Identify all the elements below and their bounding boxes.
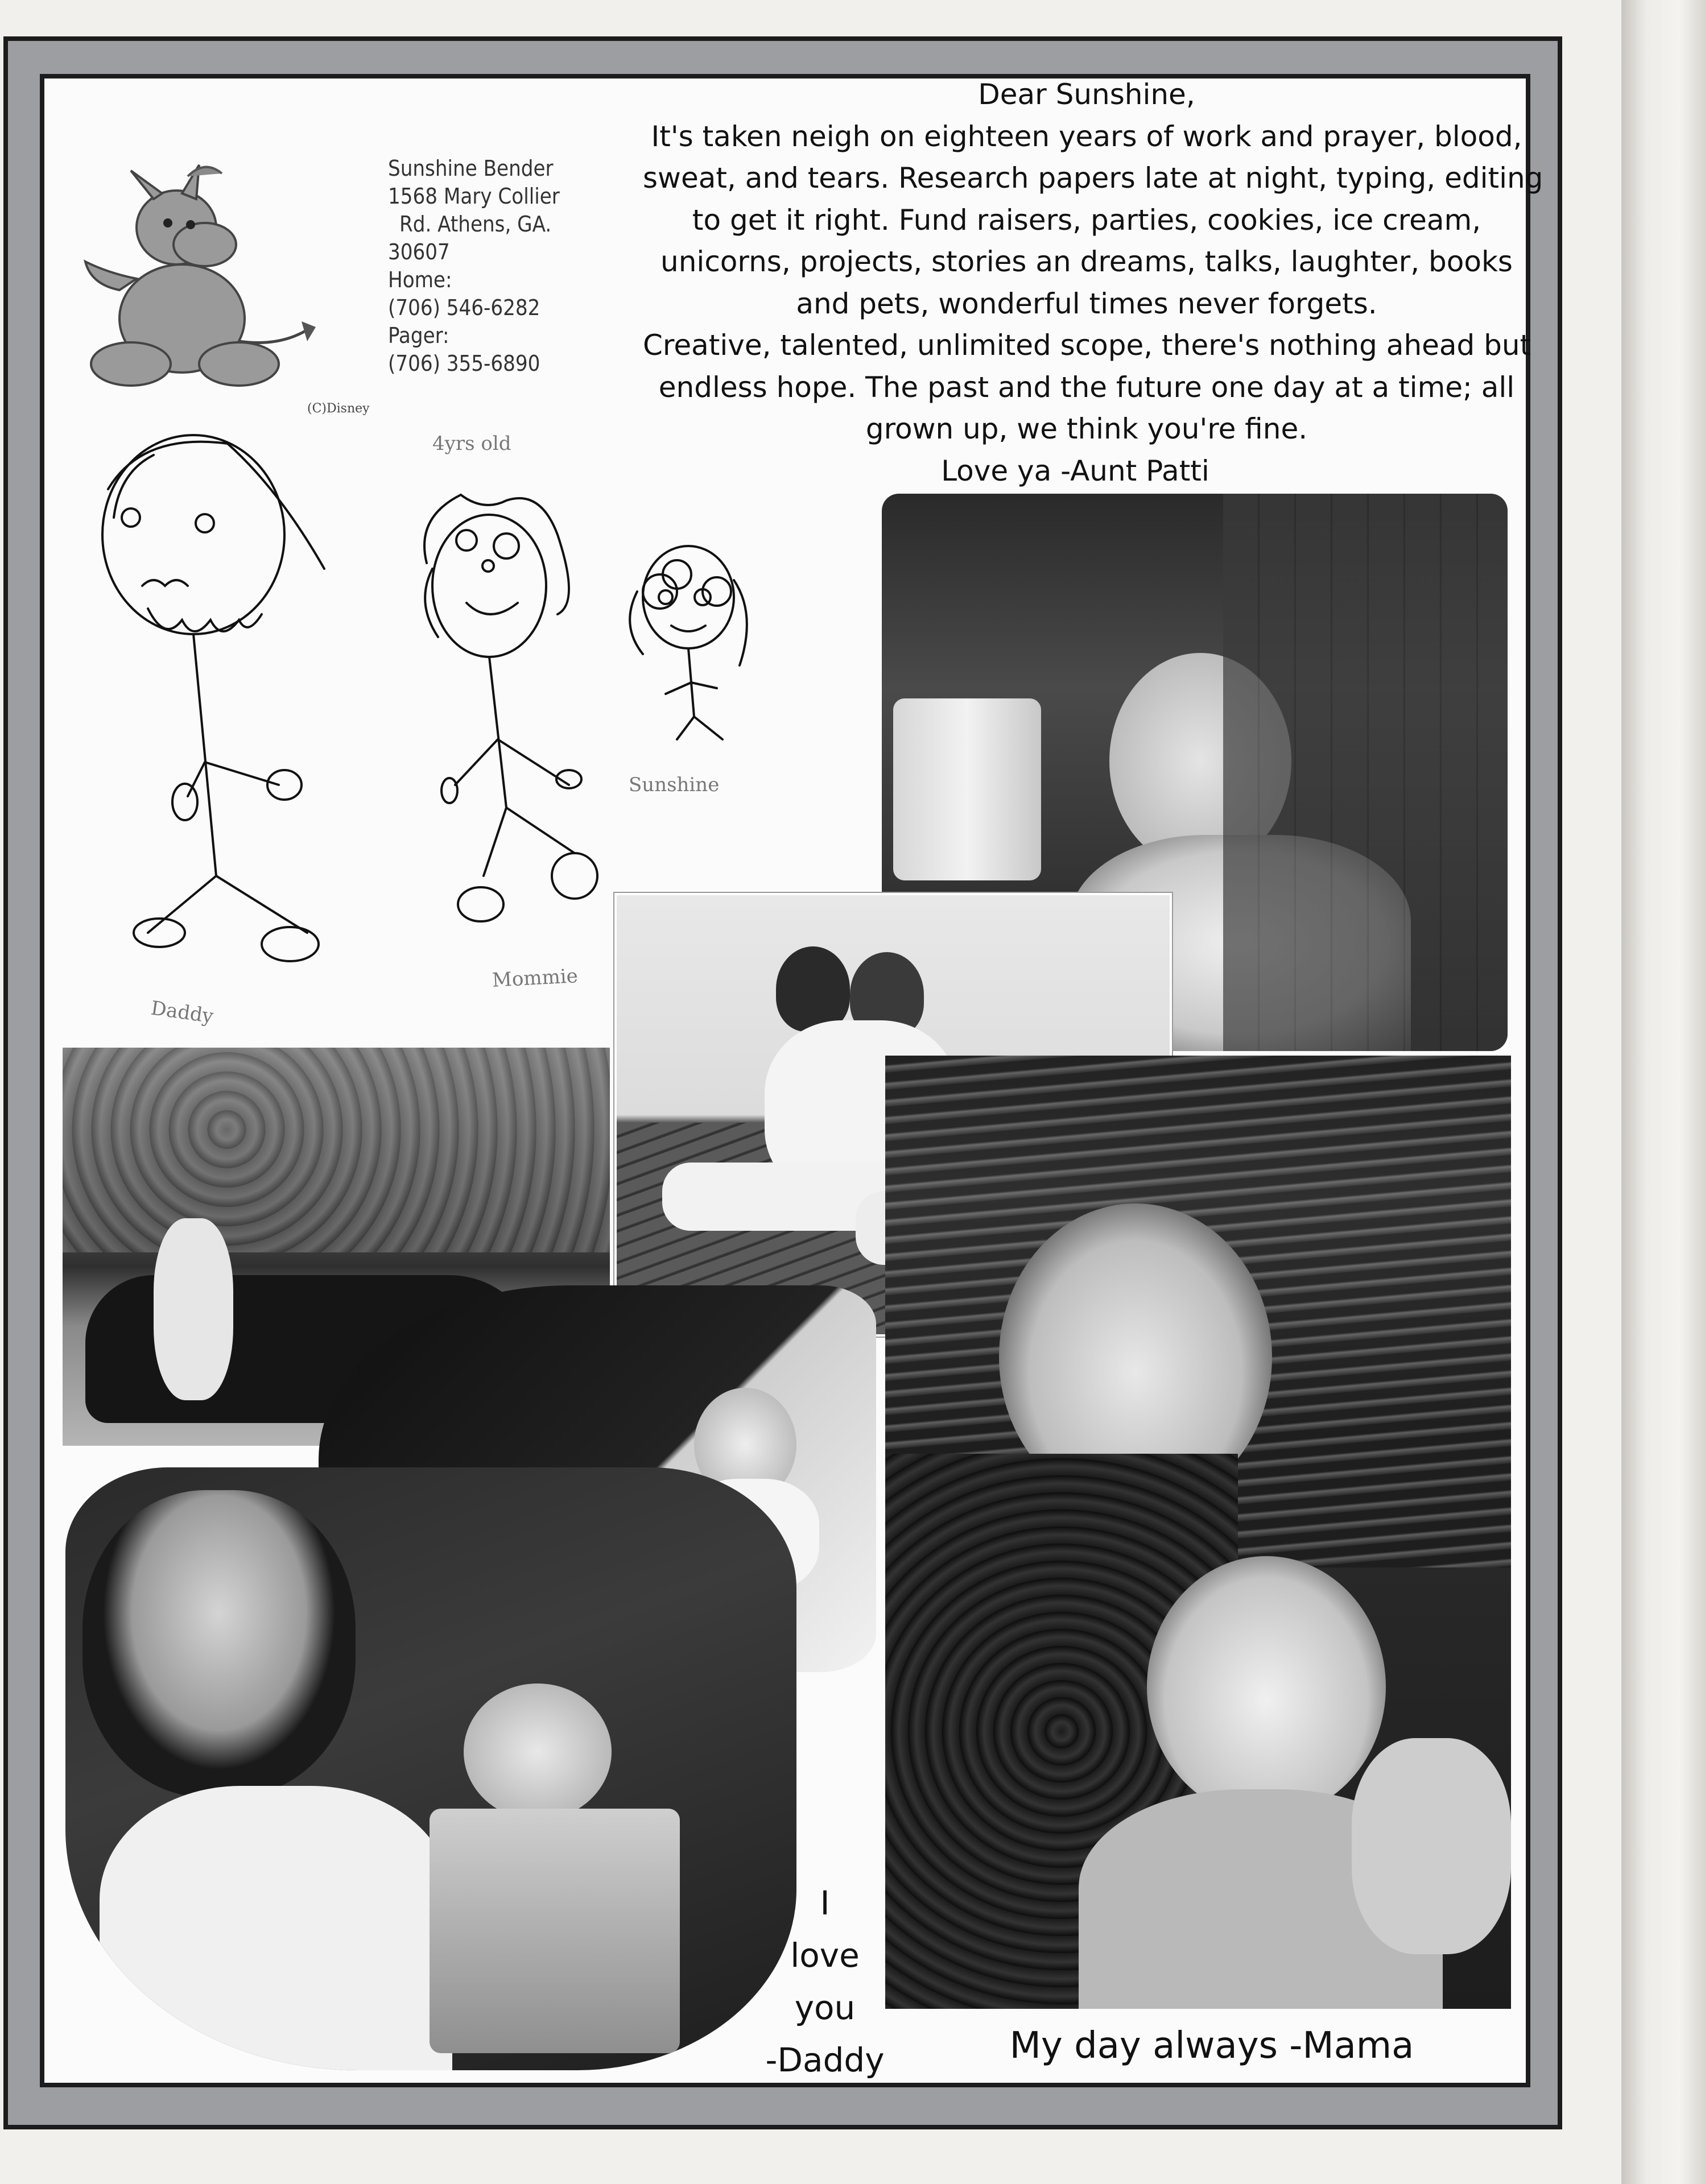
daddy-caption-line: -Daddy [765,2041,885,2079]
pager-label: Pager: [388,323,449,348]
page-edge [1621,0,1705,2184]
letter-line: to get it right. Fund raisers, parties, cookies, ice cream, [692,203,1481,237]
daddy-caption [745,1877,905,2086]
daddy-caption-line: I [820,1884,830,1922]
contact-name: Sunshine Bender [388,156,554,181]
donkey-cartoon-icon [68,159,324,398]
mama-caption: My day always -Mama [1009,2025,1414,2067]
drawing-label-age: 4yrs old [432,432,511,455]
pager-phone: (706) 355-6890 [388,351,540,376]
drawing-label-sunshine: Sunshine [629,774,720,796]
photo-bearded-man-baby [65,1467,796,2070]
letter-line: unicorns, projects, stories an dreams, talks, laughter, books [660,245,1513,278]
home-label: Home: [388,267,452,292]
letter-line: Dear Sunshine, [978,78,1195,111]
letter-line: It's taken neigh on eighteen years of work and prayer, blood, [651,119,1522,153]
drawing-label-mommie: Mommie [492,965,579,992]
contact-zip: 30607 [388,239,450,264]
home-phone: (706) 546-6282 [388,295,540,320]
daddy-caption-line: you [794,1988,856,2027]
contact-address-line2: Rd. Athens, GA. [399,212,552,237]
letter-line: endless hope. The past and the future one day at a time; all [658,370,1515,404]
letter-line: Creative, talented, unlimited scope, there's nothing ahead but [643,329,1531,362]
letter-signature: Love ya -Aunt Patti [941,454,1209,487]
daddy-caption-line: love [790,1936,860,1975]
copyright-notice: (C)Disney [307,402,370,416]
contact-info [388,155,627,378]
letter-line: grown up, we think you're fine. [865,412,1308,445]
contact-address-line1: 1568 Mary Collier [388,184,560,209]
drawing-label-daddy: Daddy [149,996,215,1028]
photo-mama-daughter [885,1056,1511,2009]
letter-line: sweat, and tears. Research papers late at night, typing, editing [643,162,1543,195]
letter-line: and pets, wonderful times never forgets. [796,287,1377,320]
